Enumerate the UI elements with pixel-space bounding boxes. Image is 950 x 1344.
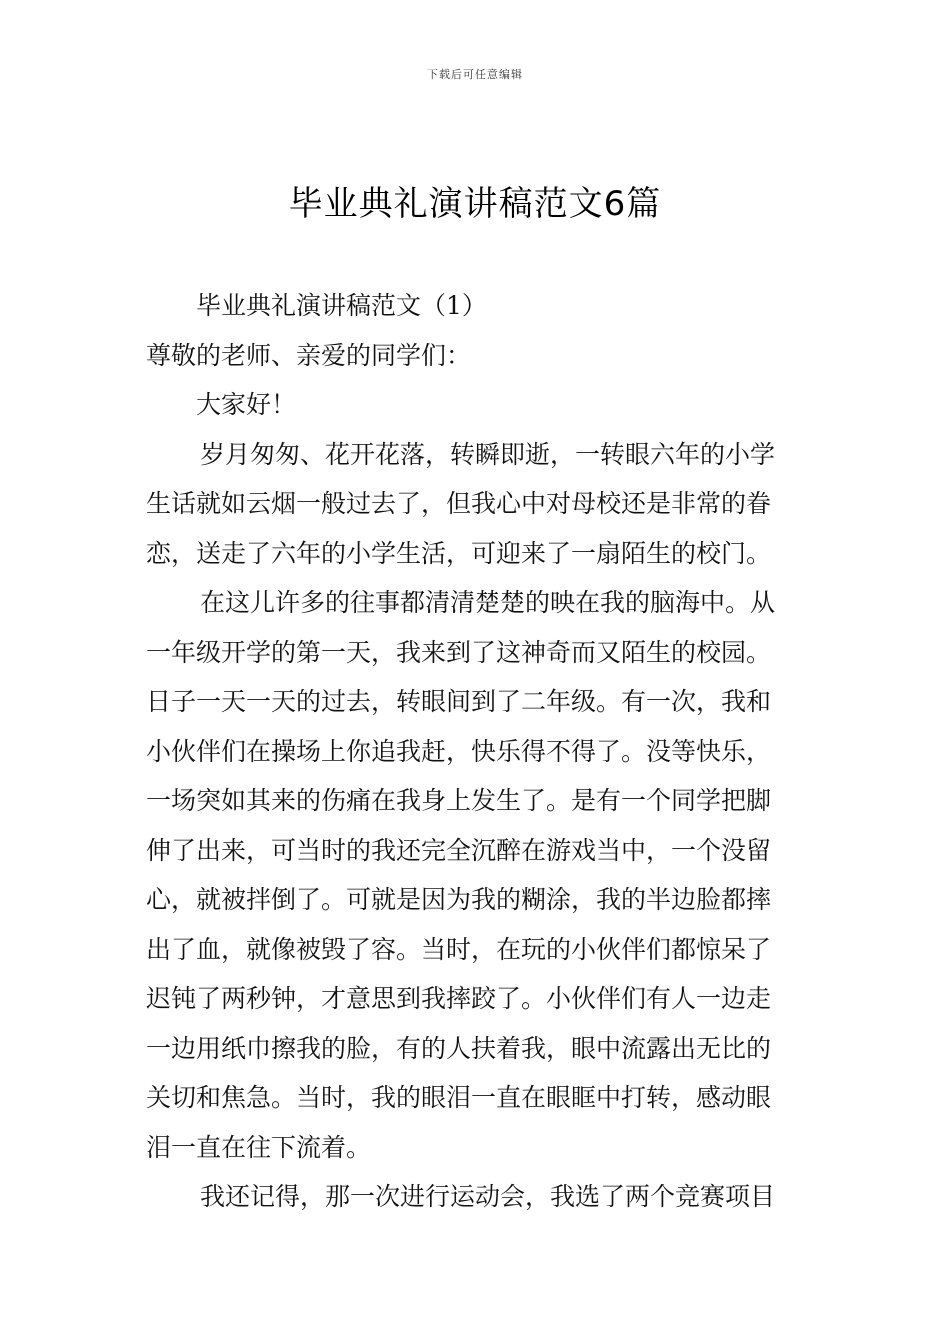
paragraph-line: 一边用纸巾擦我的脸，有的人扶着我，眼中流露出无比的: [146, 1033, 772, 1063]
paragraph-line: 心，就被拌倒了。可就是因为我的糊涂，我的半边脸都摔: [146, 885, 772, 914]
paragraph-3: [146, 1172, 806, 1222]
paragraph-line: 伸了出来，可当时的我还完全沉醉在游戏当中，一个没留: [146, 835, 772, 865]
paragraph-line: 岁月匆匆、花开花落，转瞬即逝，一转眼六年的小学: [200, 439, 776, 469]
paragraph-line: 日子一天一天的过去，转眼间到了二年级。有一次，我和: [146, 687, 772, 716]
section-subtitle: 毕业典礼演讲稿范文（1）: [196, 291, 487, 320]
paragraph-line: 生话就如云烟一般过去了，但我心中对母校还是非常的眷: [146, 489, 772, 518]
paragraph-line: 一场突如其来的伤痛在我身上发生了。是有一个同学把脚: [146, 786, 772, 815]
document-title: 毕业典礼演讲稿范文6篇: [288, 184, 662, 224]
paragraph-line: 关切和焦急。当时，我的眼泪一直在眼眶中打转，感动眼: [146, 1083, 772, 1112]
paragraph-line: 在这儿许多的往事都清清楚楚的映在我的脑海中。从: [200, 588, 776, 617]
paragraph-1: [146, 430, 806, 579]
salutation: 尊敬的老师、亲爱的同学们：: [146, 340, 472, 370]
header-note: 下载后可任意编辑: [427, 68, 523, 81]
paragraph-line: 迟钝了两秒钟，才意思到我摔跤了。小伙伴们有人一边走: [146, 984, 772, 1013]
paragraph-line: 一年级开学的第一天，我来到了这神奇而又陌生的校园。: [146, 637, 772, 667]
paragraph-line: 恋，送走了六年的小学生活，可迎来了一扇陌生的校门。: [146, 538, 772, 568]
paragraph-line: 我还记得，那一次进行运动会，我选了两个竞赛项目: [200, 1182, 776, 1211]
paragraph-line: 出了血，就像被毁了容。当时，在玩的小伙伴们都惊呆了: [146, 934, 772, 964]
document-body: [146, 281, 806, 1222]
paragraph-line: 小伙伴们在操场上你追我赶，快乐得不得了。没等快乐，: [146, 736, 772, 766]
paragraph-2: [146, 578, 806, 1172]
paragraph-line: 泪一直在往下流着。: [146, 1132, 372, 1162]
greeting: 大家好！: [196, 390, 297, 419]
